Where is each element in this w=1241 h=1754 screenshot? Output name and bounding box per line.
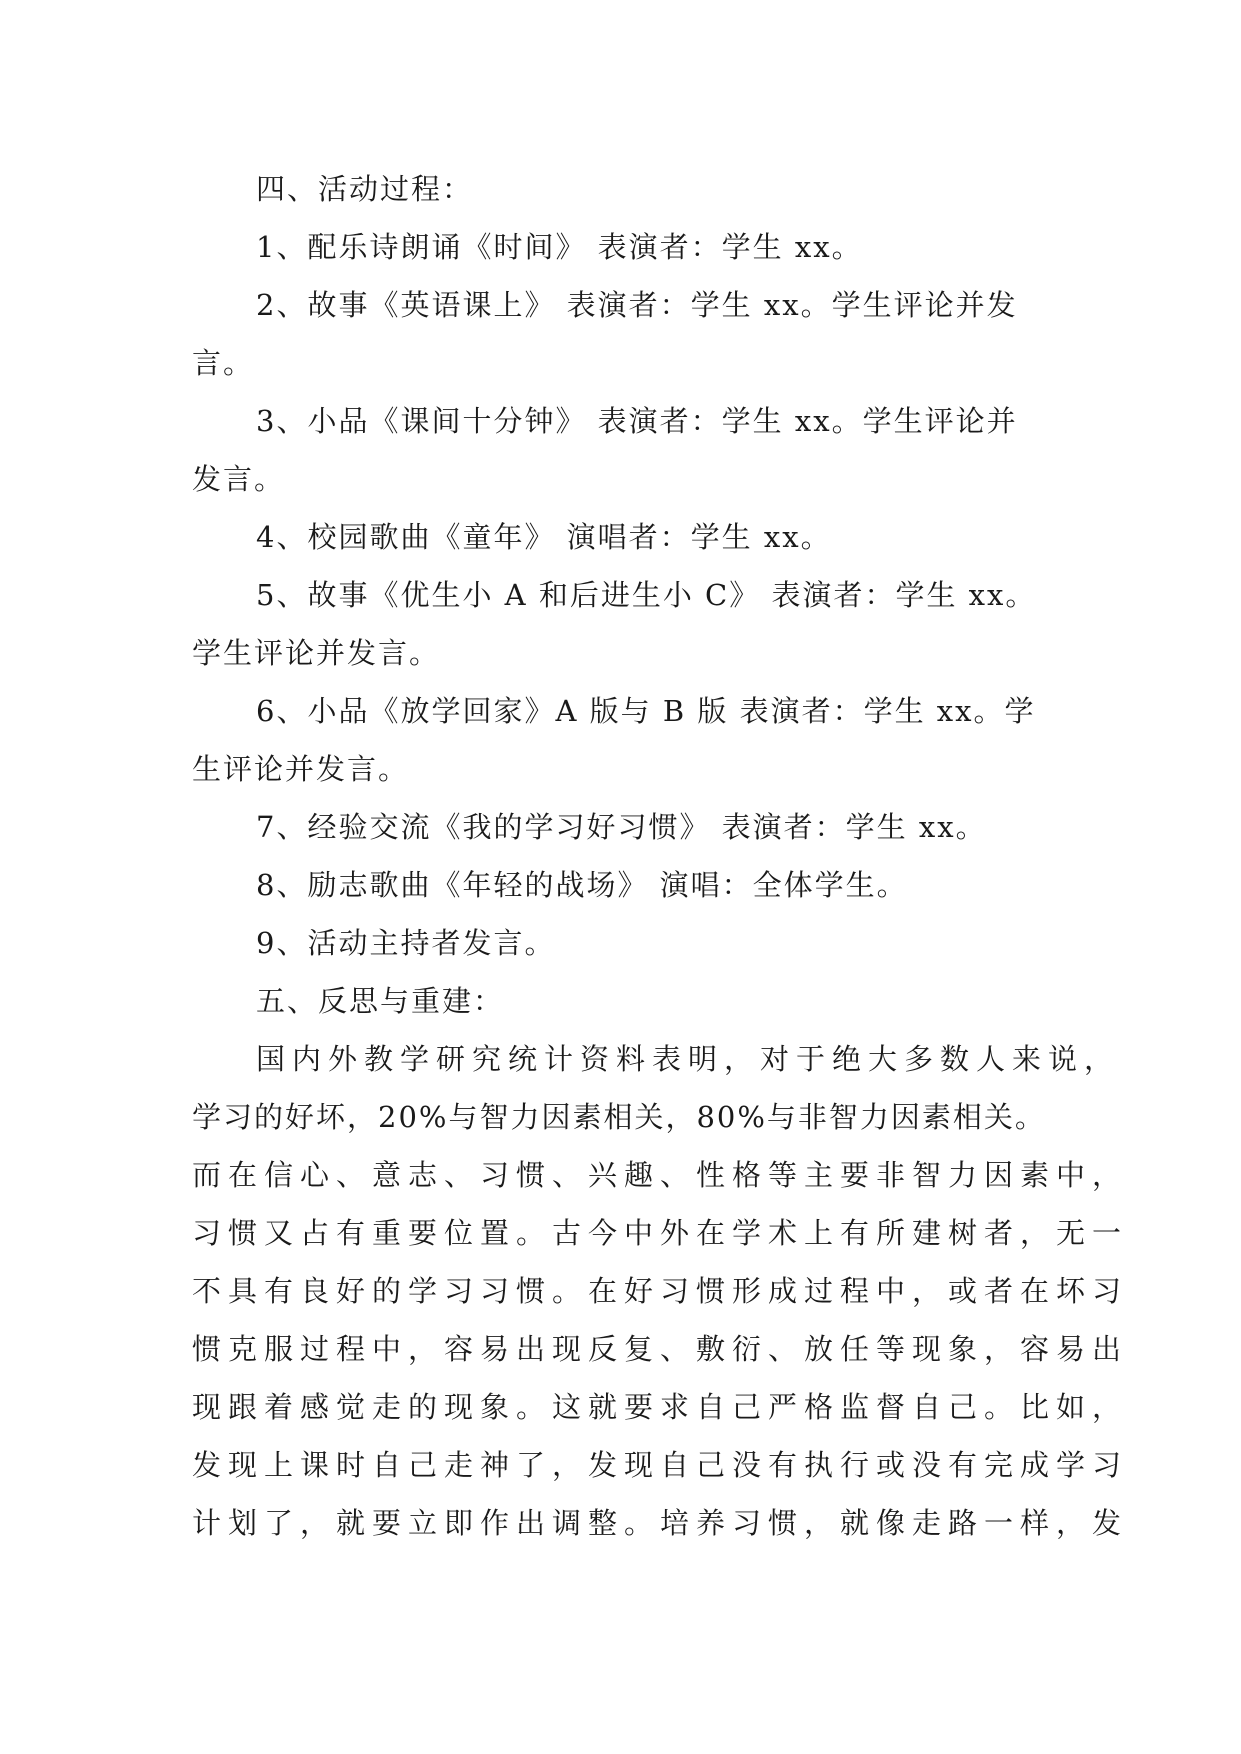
program-item-2-continued: 言。 <box>192 346 255 380</box>
program-item-7: 7、经验交流《我的学习好习惯》 表演者：学生 xx。 <box>256 810 987 844</box>
paragraph-line: 学习的好坏，20%与智力因素相关，80%与非智力因素相关。 <box>192 1100 1046 1134</box>
paragraph-line: 计划了，就要立即作出调整。培养习惯，就像走路一样，发 <box>192 1506 1129 1540</box>
program-item-3-continued: 发言。 <box>192 462 286 496</box>
section-heading-reflection: 五、反思与重建： <box>256 984 505 1018</box>
program-item-5: 5、故事《优生小 A 和后进生小 C》 表演者：学生 xx。 <box>256 578 1037 612</box>
program-item-1: 1、配乐诗朗诵《时间》 表演者：学生 xx。 <box>256 230 863 264</box>
paragraph-line: 国内外教学研究统计资料表明，对于绝大多数人来说， <box>256 1042 1121 1076</box>
paragraph-line: 而在信心、意志、习惯、兴趣、性格等主要非智力因素中， <box>192 1158 1129 1192</box>
paragraph-line: 习惯又占有重要位置。古今中外在学术上有所建树者，无一 <box>192 1216 1129 1250</box>
document-body <box>192 160 1129 1552</box>
paragraph-line: 惯克服过程中，容易出现反复、敷衍、放任等现象，容易出 <box>192 1332 1129 1366</box>
program-item-6: 6、小品《放学回家》A 版与 B 版 表演者：学生 xx。学 <box>256 694 1036 728</box>
paragraph-line: 发现上课时自己走神了，发现自己没有执行或没有完成学习 <box>192 1448 1129 1482</box>
program-item-8: 8、励志歌曲《年轻的战场》 演唱：全体学生。 <box>256 868 908 902</box>
program-item-3: 3、小品《课间十分钟》 表演者：学生 xx。学生评论并 <box>256 404 1018 438</box>
program-item-2: 2、故事《英语课上》 表演者：学生 xx。学生评论并发 <box>256 288 1018 322</box>
paragraph-line: 现跟着感觉走的现象。这就要求自己严格监督自己。比如， <box>192 1390 1129 1424</box>
program-item-6-continued: 生评论并发言。 <box>192 752 410 786</box>
section-heading-activity-process: 四、活动过程： <box>256 172 474 206</box>
program-item-4: 4、校园歌曲《童年》 演唱者：学生 xx。 <box>256 520 832 554</box>
program-item-5-continued: 学生评论并发言。 <box>192 636 441 670</box>
paragraph-line: 不具有良好的学习习惯。在好习惯形成过程中，或者在坏习 <box>192 1274 1129 1308</box>
program-item-9: 9、活动主持者发言。 <box>256 926 556 960</box>
